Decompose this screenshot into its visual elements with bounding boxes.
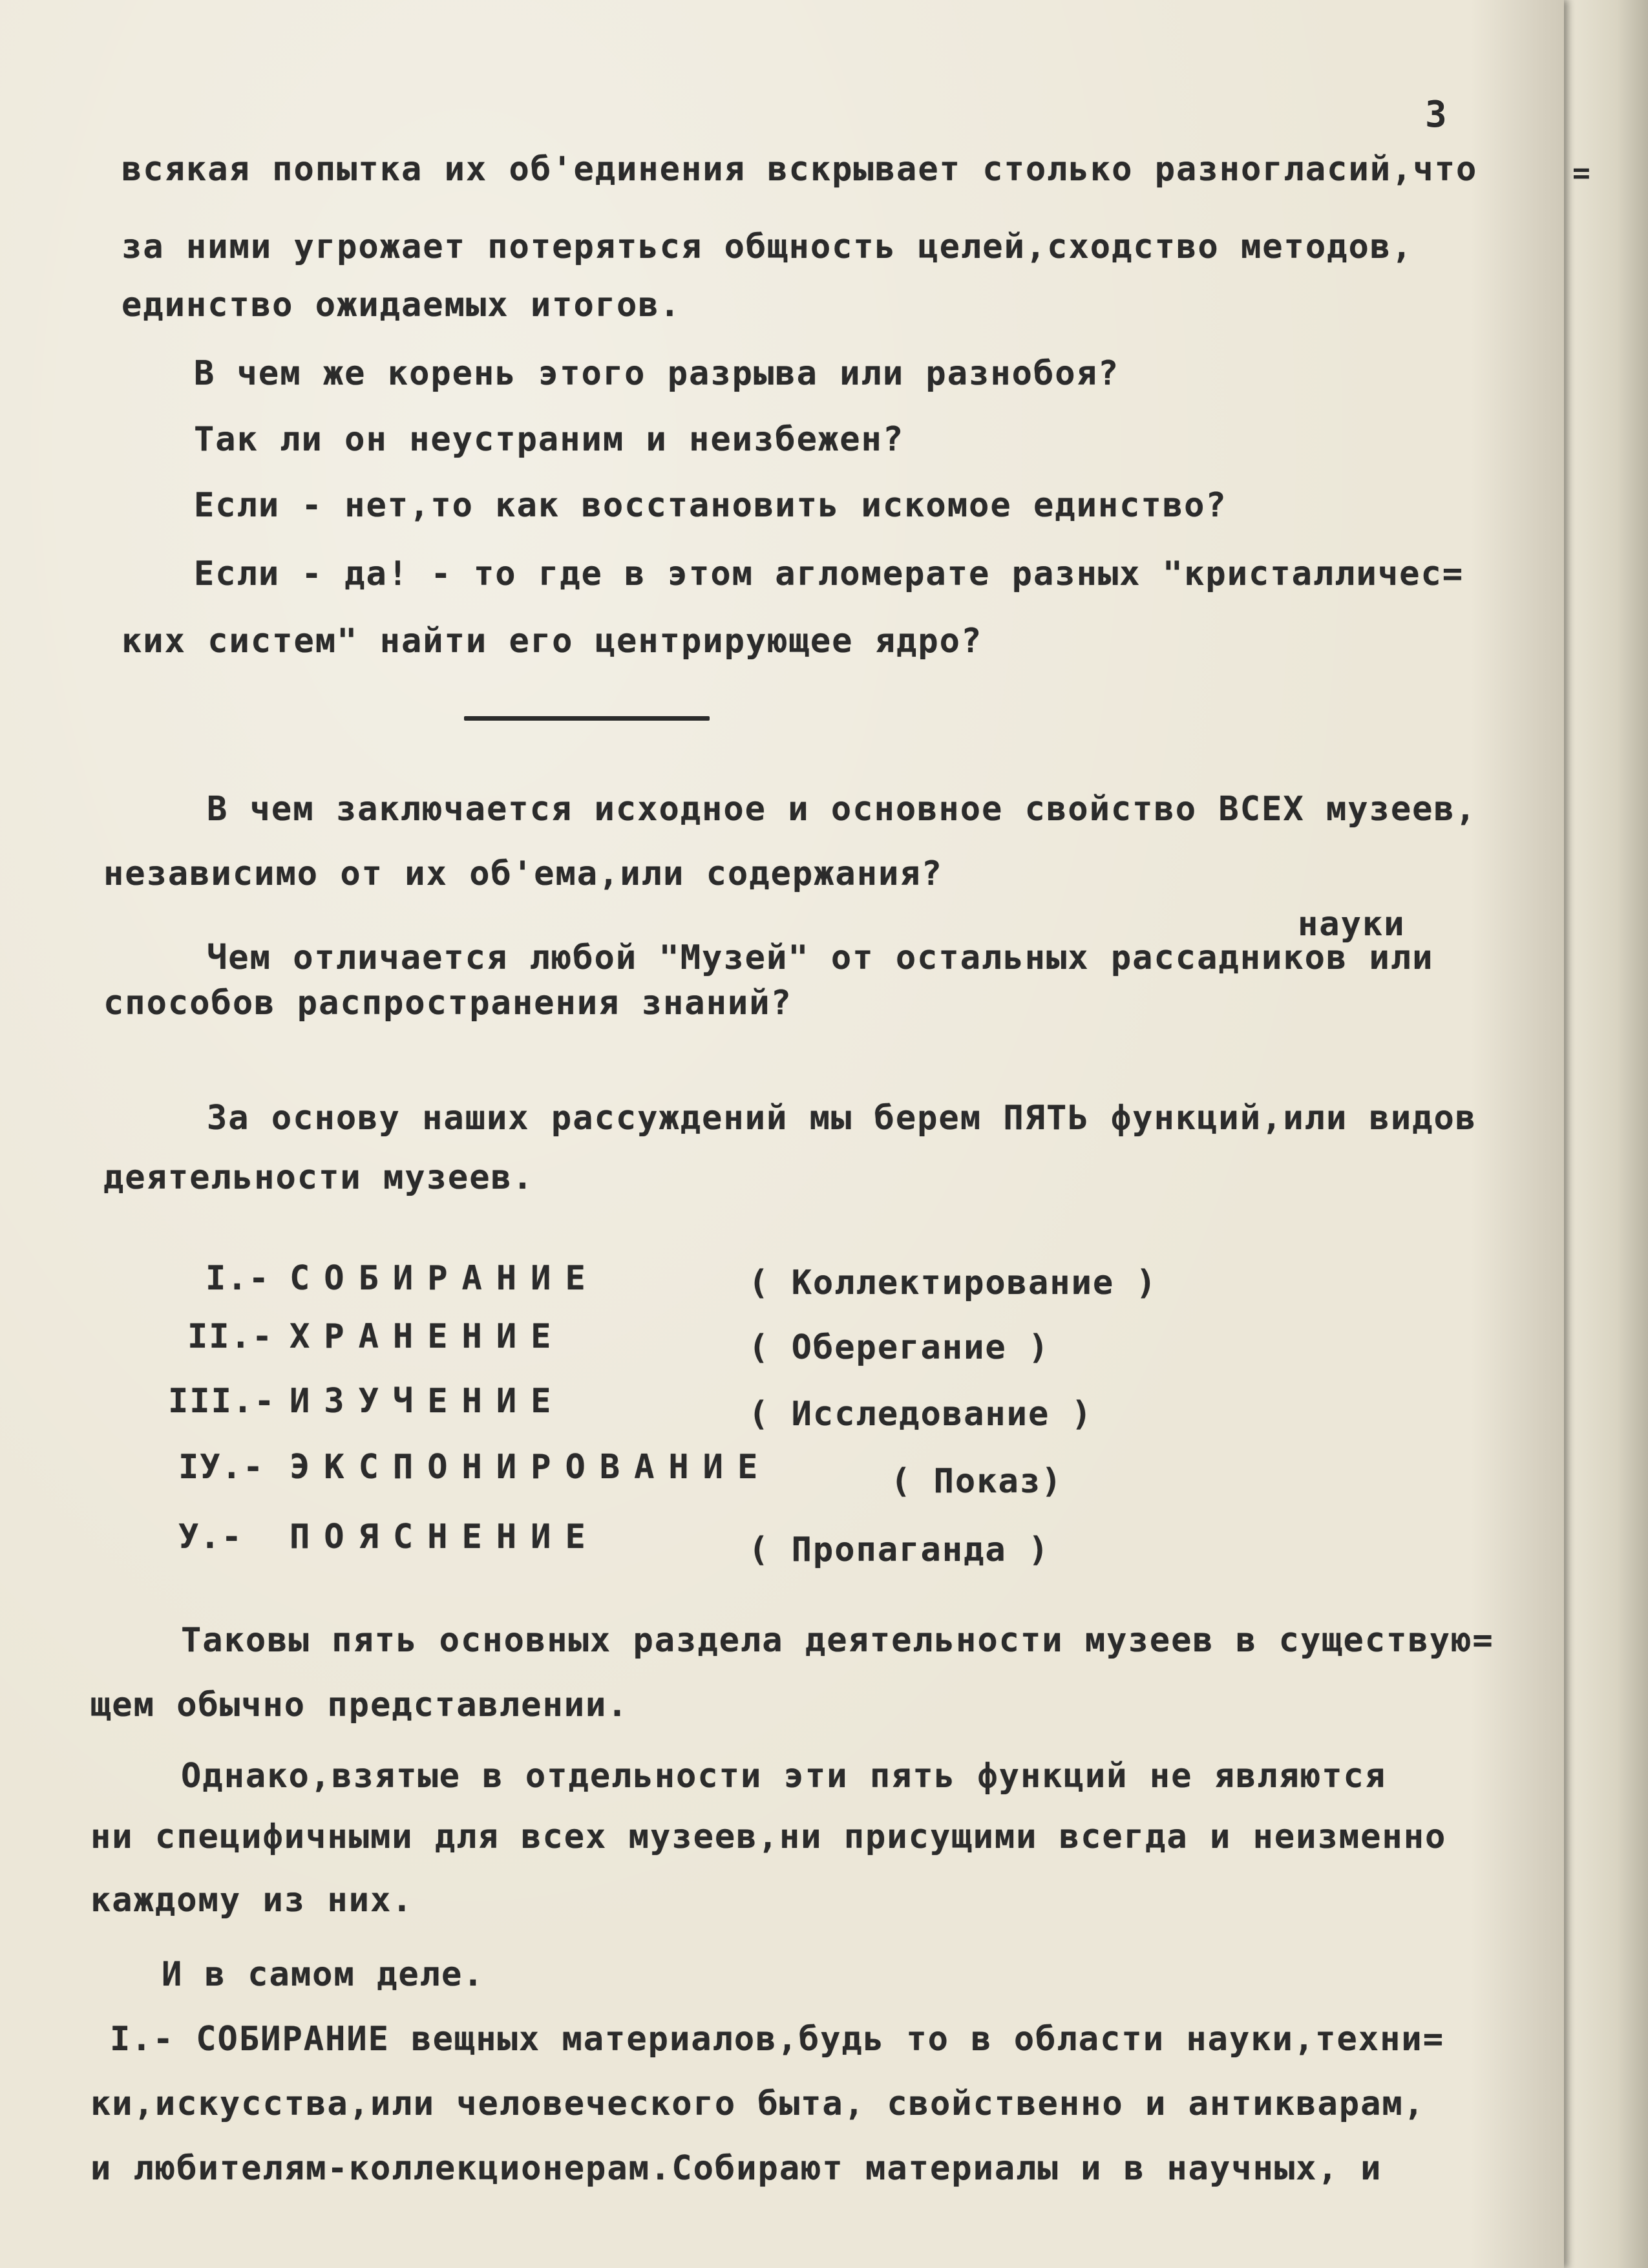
text-line: Чем отличается любой "Музей" от остальных рассадников или — [207, 938, 1434, 977]
function-gloss: ( Исследование ) — [748, 1395, 1093, 1434]
text-line: В чем заключается исходное и основное свойство ВСЕХ музеев, — [207, 790, 1477, 829]
text-line: ни специфичными для всех музеев,ни присущими всегда и неизменно — [90, 1818, 1447, 1856]
text-line: и любителям-коллекционерам.Собирают материалы и в научных, и — [90, 2149, 1382, 2188]
text-line: независимо от их об'ема,или содержания? — [103, 854, 943, 893]
text-line: всякая попытка их об'единения вскрывает столько разногласий,что — [121, 150, 1478, 189]
function-numeral: IУ.- — [178, 1448, 265, 1487]
text-line: Однако,взятые в отдельности эти пять функций не являются — [181, 1757, 1387, 1796]
function-numeral: II.- — [187, 1317, 274, 1356]
question-line: Так ли он неустраним и неизбежен? — [194, 420, 905, 459]
question-line: В чем же корень этого разрыва или разнобоя? — [194, 354, 1120, 393]
section-divider — [464, 716, 710, 721]
text-line: Таковы пять основных раздела деятельности музеев в существую= — [181, 1621, 1494, 1660]
text-line: единство ожидаемых итогов. — [121, 286, 681, 324]
text-line: ки,искусства,или человеческого быта, свойственно и антикварам, — [90, 2084, 1426, 2123]
function-numeral: III.- — [168, 1382, 276, 1421]
margin-mark: = — [1572, 155, 1590, 190]
text-line: каждому из них. — [90, 1881, 414, 1920]
function-numeral: I.- — [206, 1259, 270, 1298]
function-gloss: ( Показ) — [891, 1462, 1063, 1501]
text-line: За основу наших рассуждений мы берем ПЯТЬ функций,или видов — [207, 1099, 1477, 1138]
inserted-word: науки — [1298, 905, 1406, 944]
question-line: ких систем" найти его центрирующее ядро? — [121, 622, 983, 661]
function-gloss: ( Пропаганда ) — [748, 1531, 1050, 1569]
question-line: Если - да! - то где в этом агломерате разных "кристалличес= — [194, 555, 1464, 593]
text-line: способов распространения знаний? — [103, 984, 792, 1023]
page-number: 3 — [1425, 94, 1447, 136]
function-name: ЭКСПОНИРОВАНИЕ — [290, 1448, 772, 1487]
function-gloss: ( Оберегание ) — [748, 1328, 1050, 1367]
text-line: за ними угрожает потеряться общность целей,сходство методов, — [121, 228, 1413, 266]
text-line: деятельности музеев. — [103, 1158, 534, 1197]
question-line: Если - нет,то как восстановить искомое единство? — [194, 486, 1227, 525]
function-gloss: ( Коллектирование ) — [748, 1264, 1157, 1302]
function-name: ПОЯСНЕНИЕ — [290, 1518, 600, 1556]
function-numeral: У.- — [178, 1518, 243, 1556]
text-line: щем обычно представлении. — [90, 1686, 629, 1724]
function-name: СОБИРАНИЕ — [290, 1259, 600, 1298]
text-line: И в самом деле. — [162, 1955, 485, 1994]
function-name: ИЗУЧЕНИЕ — [290, 1382, 565, 1421]
text-line: I.- СОБИРАНИЕ вещных материалов,будь то в области науки,техни= — [110, 2020, 1445, 2059]
function-name: ХРАНЕНИЕ — [290, 1317, 565, 1356]
